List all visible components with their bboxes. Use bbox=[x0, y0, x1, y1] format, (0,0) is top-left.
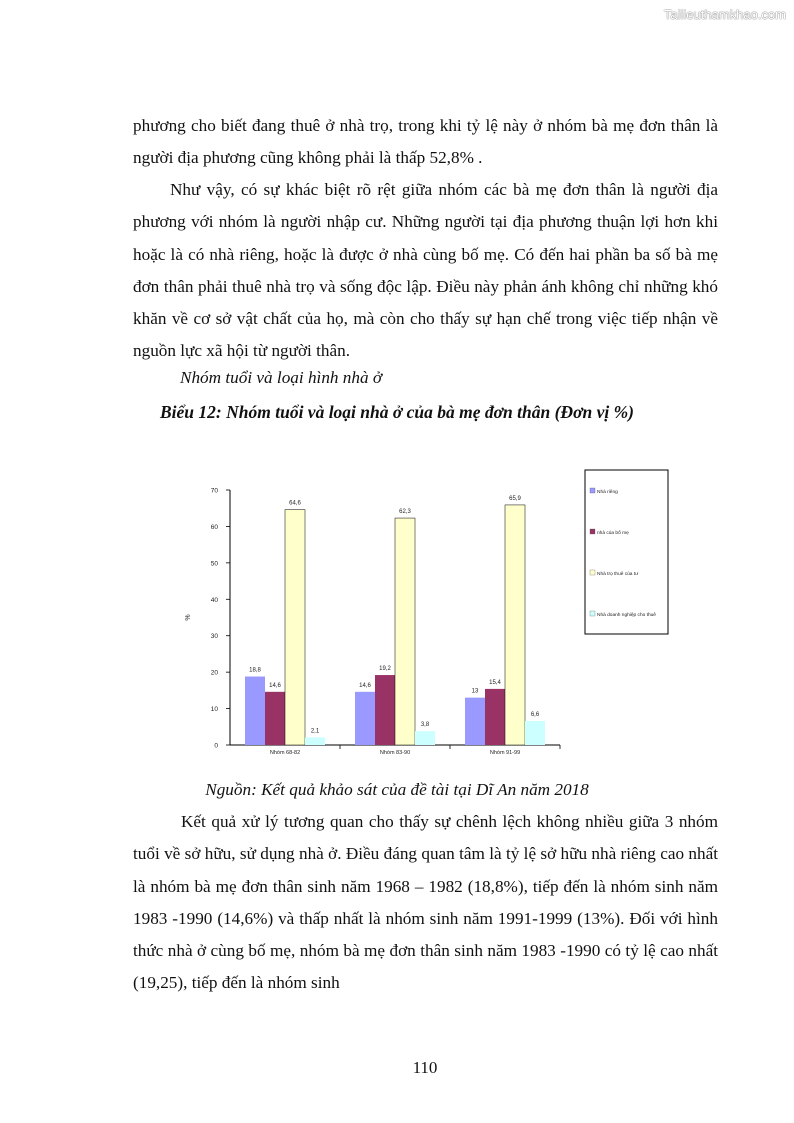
y-tick-label: 30 bbox=[210, 633, 218, 641]
legend-swatch bbox=[590, 529, 595, 534]
bar-2-3 bbox=[485, 689, 505, 745]
legend-swatch bbox=[590, 488, 595, 493]
data-label: 6,6 bbox=[530, 711, 540, 718]
source-note: Nguồn: Kết quả khảo sát của đề tài tại Dĩ An năm 2018 bbox=[205, 780, 589, 799]
data-label: 3,8 bbox=[420, 722, 430, 729]
bar-4-2 bbox=[415, 731, 435, 745]
watermark: Tailieuthamkhao.com bbox=[663, 7, 786, 22]
page-number: 110 bbox=[412, 1058, 438, 1077]
bar-3-1 bbox=[285, 510, 305, 745]
paragraph-2: Như vậy, có sự khác biệt rõ rệt giữa nhóm các bà mẹ đơn thân là người địa phương với nhóm là người nhập cư. Những người tại địa phương thuận lợi hơn khi hoặc là có nhà riêng, hoặc là được ở nhà cùng bố mẹ. Có đến hai phần ba số bà mẹ đơn thân phải thuê nhà trọ và sống độc lập. Điều này phản ánh không chỉ những khó khăn về cơ sở vật chất của họ, mà còn cho thấy sự hạn chế trong việc tiếp nhận về nguồn lực xã hội từ người thân. bbox=[133, 180, 718, 361]
y-tick-label: 20 bbox=[210, 669, 218, 677]
y-tick-label: 50 bbox=[210, 560, 218, 568]
legend-swatch bbox=[590, 570, 595, 575]
y-tick-label: 0 bbox=[214, 742, 218, 750]
data-label: 14,6 bbox=[269, 682, 281, 689]
figure-caption: Biểu 12: Nhóm tuổi và loại nhà ở của bà mẹ đơn thân (Đơn vị %) bbox=[160, 402, 634, 422]
legend-label: nhà của bố mẹ bbox=[597, 531, 629, 536]
bar-2-2 bbox=[375, 675, 395, 745]
x-tick-label: Nhóm 68-82 bbox=[269, 750, 301, 756]
bar-2-1 bbox=[265, 692, 285, 745]
paragraph-3: Kết quả xử lý tương quan cho thấy sự chênh lệch không nhiều giữa 3 nhóm tuổi về sở hữu, sử dụng nhà ở. Điều đáng quan tâm là tỷ lệ sở hữu nhà riêng cao nhất là nhóm bà mẹ đơn thân sinh năm 1968 – 1982 (18,8%), tiếp đến là nhóm sinh năm 1983 -1990 (14,6%) và thấp nhất là nhóm sinh năm 1991-1999 (13%). Đối với hình thức nhà ở cùng bố mẹ, nhóm bà mẹ đơn thân sinh năm 1983 -1990 có tỷ lệ cao nhất (19,25), tiếp đến là nhóm sinh bbox=[133, 812, 718, 993]
data-label: 18,8 bbox=[249, 667, 261, 674]
y-tick-label: 10 bbox=[210, 706, 218, 714]
legend-label: Nhà doanh nghiệp cho thuê bbox=[597, 613, 656, 618]
bar-1-2 bbox=[355, 692, 375, 745]
data-label: 62,3 bbox=[399, 509, 411, 516]
y-tick-label: 40 bbox=[210, 596, 218, 604]
subheading: Nhóm tuổi và loại hình nhà ở bbox=[180, 368, 383, 387]
legend-label: Nhà riêng bbox=[597, 490, 618, 495]
legend-swatch bbox=[590, 611, 595, 616]
legend-label: Nhà trọ thuê của tư bbox=[597, 572, 639, 577]
data-label: 19,2 bbox=[379, 666, 391, 673]
data-label: 64,6 bbox=[289, 500, 301, 507]
data-label: 14,6 bbox=[359, 682, 371, 689]
y-tick-label: 70 bbox=[210, 487, 218, 495]
data-label: 13 bbox=[471, 688, 479, 695]
bar-chart bbox=[170, 460, 680, 760]
y-axis-label: % bbox=[185, 614, 192, 621]
bar-3-3 bbox=[505, 505, 525, 745]
data-label: 2,1 bbox=[310, 728, 320, 735]
bar-3-2 bbox=[395, 518, 415, 745]
data-label: 15,4 bbox=[489, 679, 501, 686]
y-tick-label: 60 bbox=[210, 523, 218, 531]
bar-4-3 bbox=[525, 721, 545, 745]
x-tick-label: Nhóm 83-90 bbox=[379, 750, 411, 756]
x-tick-label: Nhóm 91-99 bbox=[489, 750, 521, 756]
bar-1-3 bbox=[465, 698, 485, 745]
paragraph-1: phương cho biết đang thuê ở nhà trọ, trong khi tỷ lệ này ở nhóm bà mẹ đơn thân là người địa phương cũng không phải là thấp 52,8% . bbox=[133, 116, 718, 168]
data-label: 65,9 bbox=[509, 495, 521, 502]
bar-1-1 bbox=[245, 677, 265, 745]
bar-4-1 bbox=[305, 737, 325, 745]
